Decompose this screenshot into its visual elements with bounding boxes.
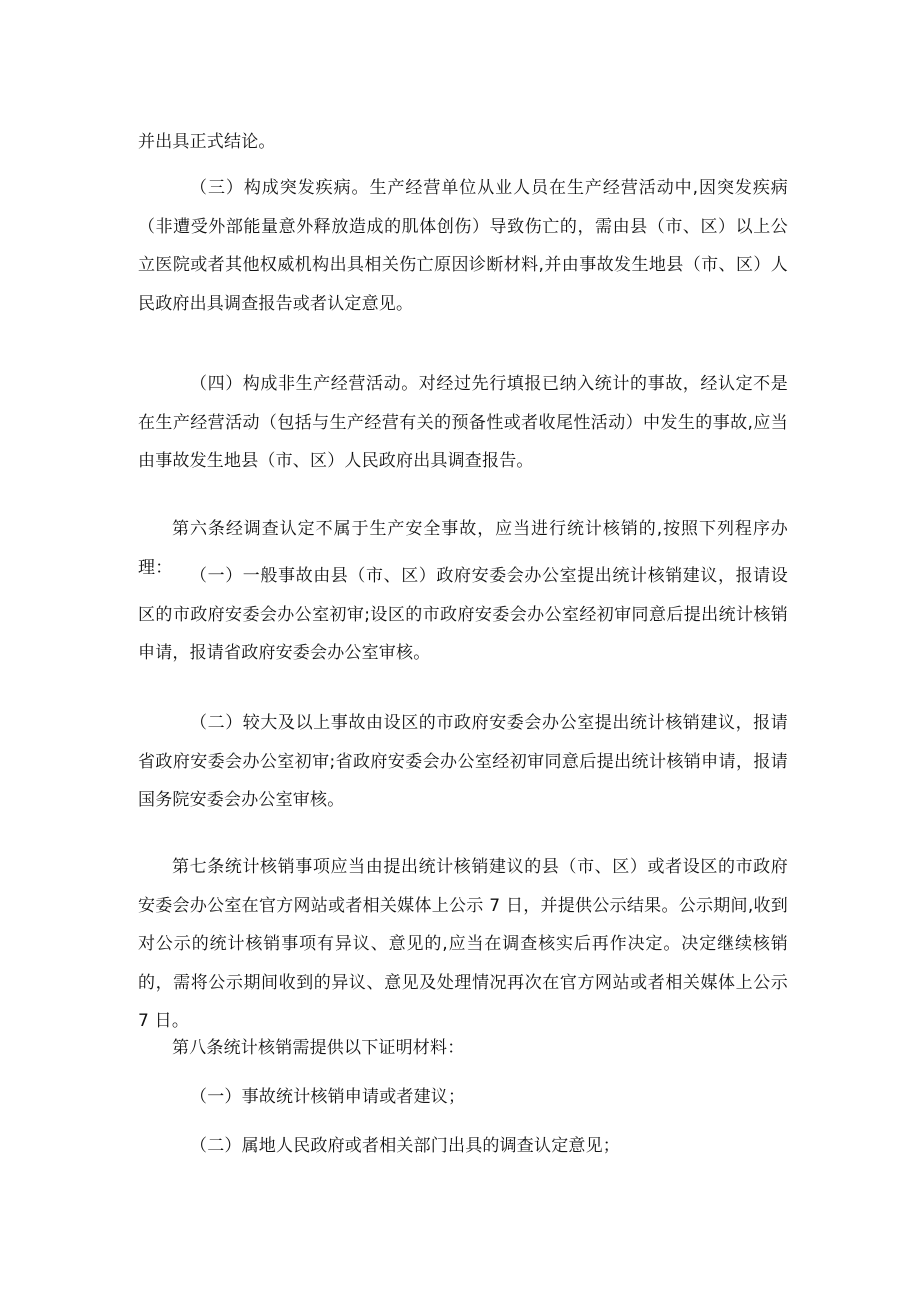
- paragraph-article-7: 第七条统计核销事项应当由提出统计核销建议的县（市、区）或者设区的市政府安委会办公室在官方网站或者相关媒体上公示 7 日，并提供公示结果。公示期间,收到对公示的统计核销事项有异议、意见的,应当在调查核实后再作决定。决定继续核销的，需将公示期间收到的异议、意见及处理情况再次在官方网站或者相关媒体上公示 7 日。: [138, 857, 788, 1031]
- paragraph-article-8: 第八条统计核销需提供以下证明材料：: [172, 1038, 465, 1058]
- paragraph-sudden-illness: （三）构成突发疾病。生产经营单位从业人员在生产经营活动中,因突发疾病（非遭受外部能量意外释放造成的肌体创伤）导致伤亡的，需由县（市、区）以上公立医院或者其他权威机构出具相关伤亡原因诊断材料,并由事故发生地县（市、区）人民政府出具调查报告或者认定意见。: [138, 178, 788, 314]
- paragraph-article-6: 第六条经调查认定不属于生产安全事故，应当进行统计核销的,按照下列程序办理：: [138, 519, 788, 578]
- paragraph-general-accident: （一）一般事故由县（市、区）政府安委会办公室提出统计核销建议，报请设区的市政府安委会办公室初审;设区的市政府安委会办公室经初审同意后提出统计核销申请，报请省政府安委会办公室审核。: [138, 566, 788, 663]
- paragraph-major-accident: （二）较大及以上事故由设区的市政府安委会办公室提出统计核销建议，报请省政府安委会办公室初审;省政府安委会办公室经初审同意后提出统计核销申请，报请国务院安委会办公室审核。: [138, 713, 788, 810]
- list-item-investigation-opinion: （二）属地人民政府或者相关部门出具的调查认定意见；: [190, 1136, 620, 1156]
- paragraph-non-production: （四）构成非生产经营活动。对经过先行填报已纳入统计的事故，经认定不是在生产经营活动（包括与生产经营有关的预备性或者收尾性活动）中发生的事故,应当由事故发生地县（市、区）人民政府出具调查报告。: [138, 374, 788, 471]
- paragraph-conclusion-tail: 并出具正式结论。: [138, 132, 276, 152]
- list-item-application: （一）事故统计核销申请或者建议；: [190, 1087, 466, 1107]
